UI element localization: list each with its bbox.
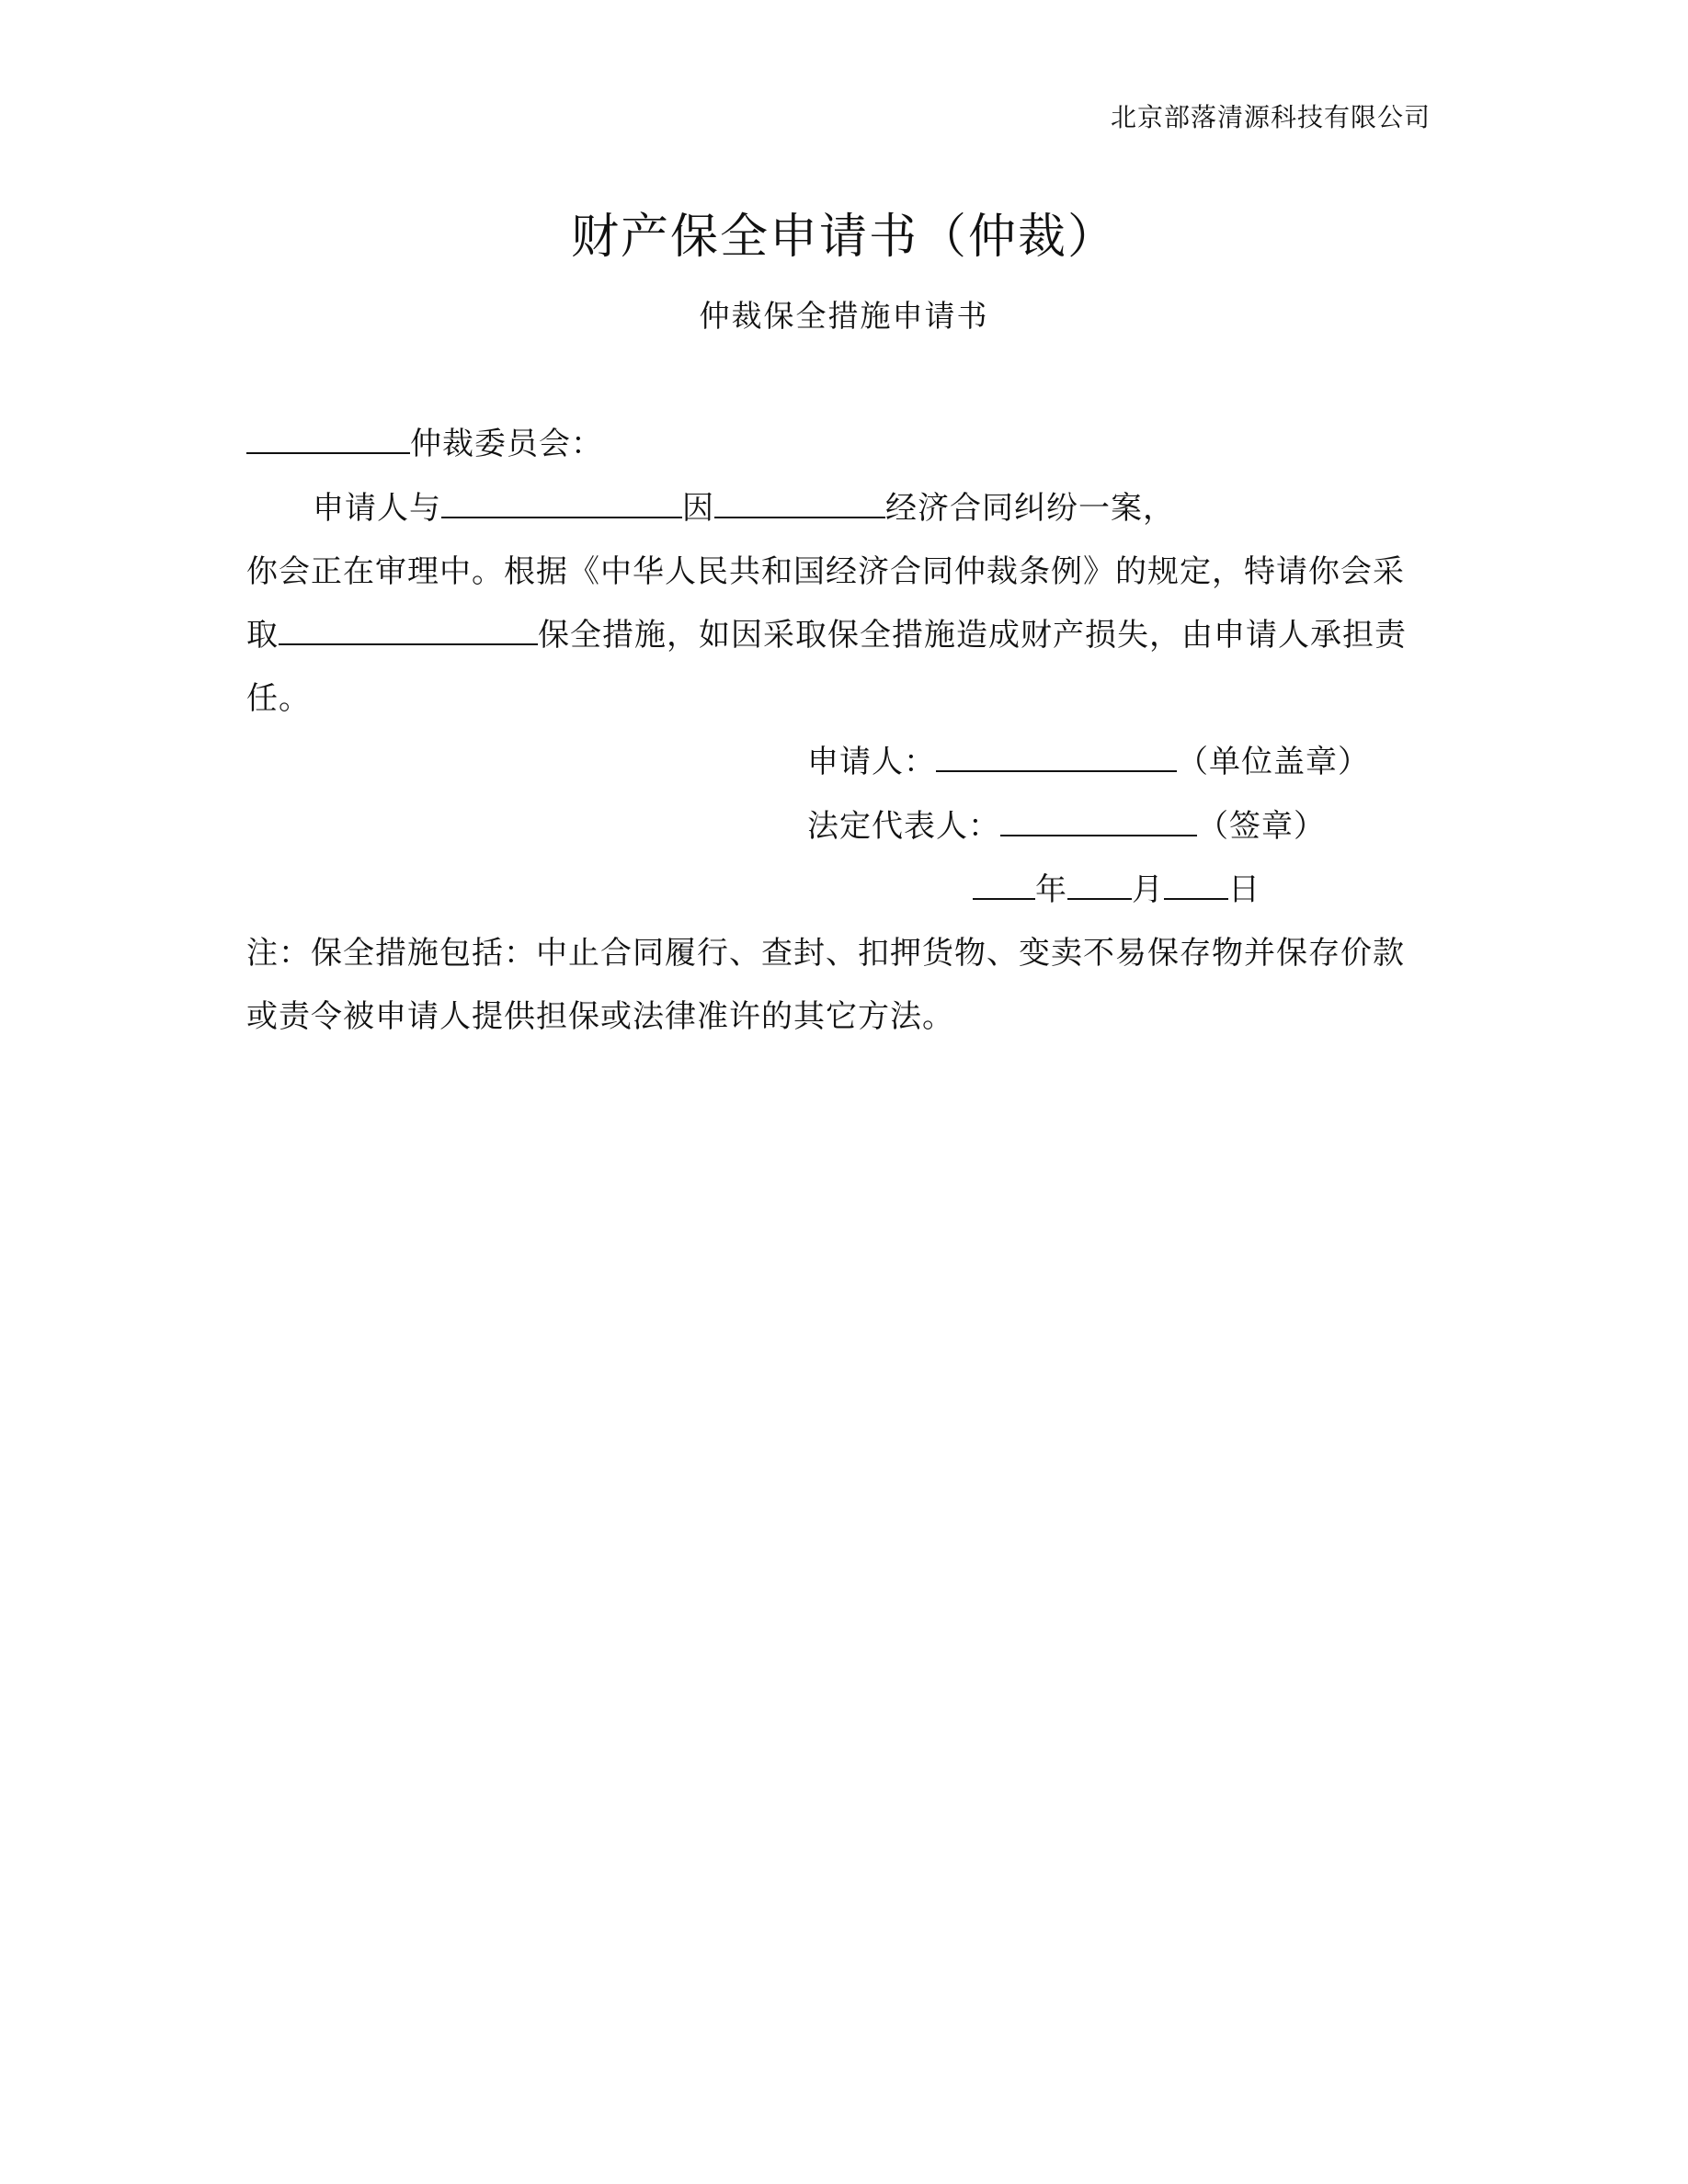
paragraph-line-1 — [246, 487, 1510, 529]
note-line-2: 或责令被申请人提供担保或法律准许的其它方法。 — [246, 998, 954, 1035]
para1-tail-text: 经济合同纠纷一案， — [885, 490, 1175, 527]
salutation-text: 仲裁委员会： — [410, 426, 603, 462]
measure-blank[interactable] — [279, 616, 538, 645]
month-blank[interactable] — [1067, 870, 1132, 900]
applicant-blank[interactable] — [936, 743, 1177, 772]
month-label: 月 — [1132, 871, 1164, 908]
dispute-reason-blank[interactable] — [714, 489, 885, 518]
rep-blank[interactable] — [1000, 807, 1197, 836]
para3-lead-text: 取 — [246, 617, 279, 654]
note-line-1: 注：保全措施包括：中止合同履行、查封、扣押货物、变卖不易保存物并保存价款 — [246, 935, 1405, 972]
applicant-label: 申请人： — [807, 744, 936, 780]
rep-note: （签章） — [1197, 808, 1326, 845]
paragraph-line-4: 任。 — [246, 680, 311, 717]
para1-mid-text: 因 — [682, 490, 714, 527]
document-subtitle: 仲裁保全措施申请书 — [699, 298, 989, 334]
applicant-note: （单位盖章） — [1177, 744, 1370, 780]
date-line — [973, 869, 1260, 911]
rep-label: 法定代表人： — [807, 808, 1000, 845]
day-blank[interactable] — [1164, 870, 1228, 900]
commission-name-blank[interactable] — [246, 425, 410, 454]
respondent-blank[interactable] — [441, 489, 682, 518]
document-title: 财产保全申请书（仲裁） — [570, 210, 1117, 265]
year-blank[interactable] — [973, 870, 1035, 900]
paragraph-line-2: 你会正在审理中。根据《中华人民共和国经济合同仲裁条例》的规定，特请你会采 — [246, 553, 1405, 590]
paragraph-line-3 — [246, 614, 1443, 656]
company-name: 北京部落清源科技有限公司 — [1110, 102, 1431, 132]
para3-tail-text: 保全措施，如因采取保全措施造成财产损失，由申请人承担责 — [538, 617, 1407, 654]
representative-signature-line — [807, 805, 1326, 847]
applicant-signature-line — [807, 741, 1370, 783]
salutation-line — [246, 423, 1443, 465]
day-label: 日 — [1228, 871, 1260, 908]
para1-lead-text: 申请人与 — [313, 490, 441, 527]
year-label: 年 — [1035, 871, 1067, 908]
